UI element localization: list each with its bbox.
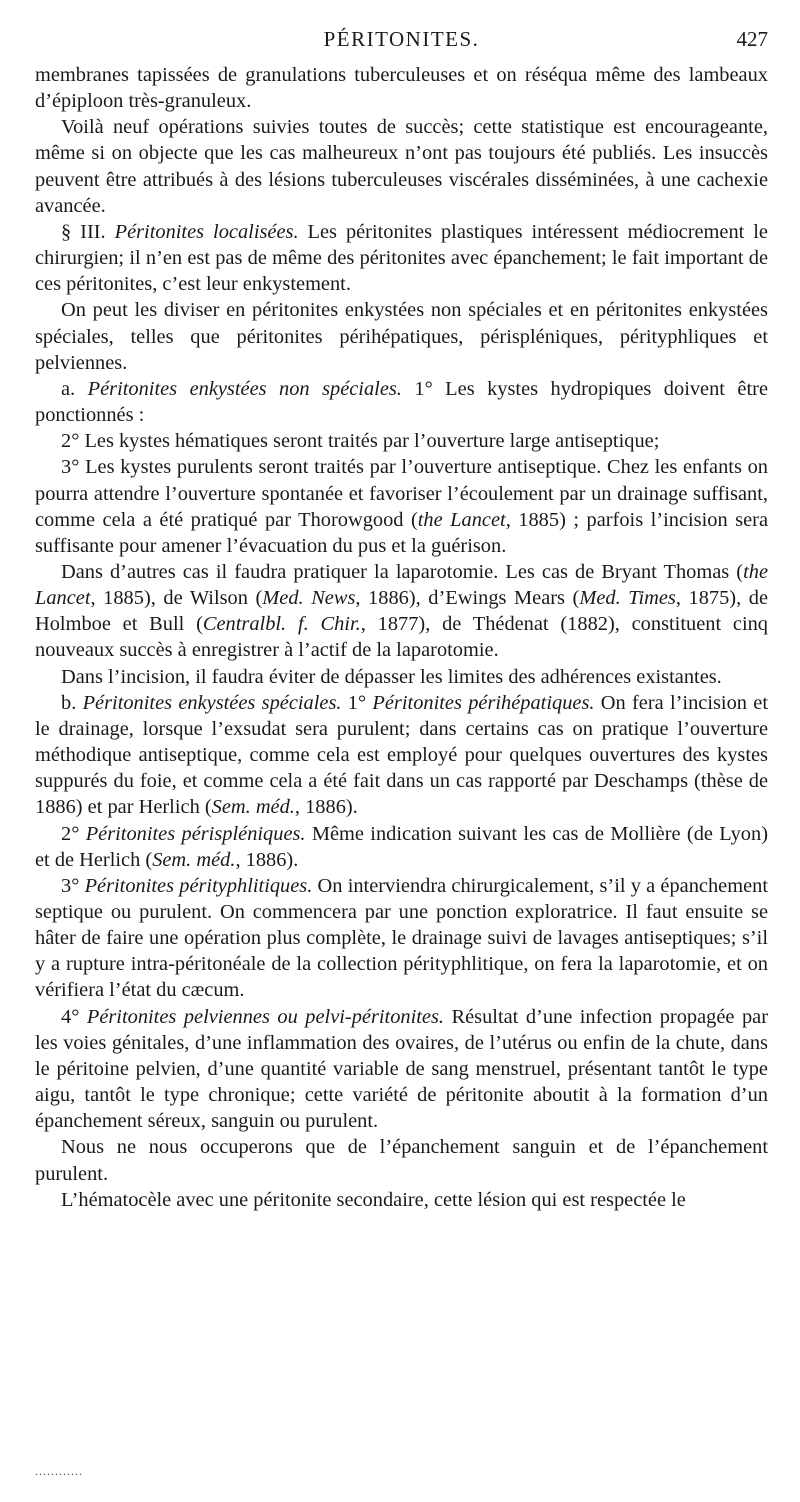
paragraph-text: , 1886). (294, 796, 358, 819)
paragraph-text: On interviendra chirurgicalement, s’il y a épanchement septique ou purulent. On commencera par une ponction exploratrice. Il faut ensuite se hâter de faire une opération plus complète, le drainage suivi de lavages antiseptiques; s’il y a rupture intra-péritonéale de la collection pérityphlitique, on fera la laparotomie, et on vérifiera l’état du cæcum. (35, 874, 768, 1002)
paragraph (35, 873, 768, 1004)
paragraph-text: , 1886). (235, 848, 299, 871)
paragraph (35, 62, 768, 114)
paragraph-text: On peut les diviser en péritonites enkystées non spéciales et en péritonites enkystées spéciales, telles que péritonites périhépatiques, périspléniques, pérityphliques et pelviennes. (35, 299, 768, 374)
italic-text: Sem. méd. (211, 796, 295, 819)
page-header (35, 27, 768, 61)
paragraph-text: Résultat d’une infection propagée par les voies génitales, d’une inflammation des ovaires, de l’utérus ou enfin de la chute, dans le péritoine pelvien, d’une quantité variable de sang menstruel, présentant tantôt le type aigu, tantôt le type chronique; cette variété de péritonite aboutit à la formation d’un épanchement séreux, sanguin ou purulent. (35, 1005, 768, 1133)
paragraph-text: Dans l’incision, il faudra éviter de dépasser les limites des adhérences existantes. (61, 665, 722, 688)
italic-text: Péritonites pérityphlitiques. (84, 874, 313, 897)
running-title: PÉRITONITES. (323, 27, 480, 51)
italic-text: the Lancet (417, 508, 506, 531)
italic-text: Med. Times (579, 587, 676, 610)
body-text (35, 62, 768, 1213)
italic-text: Péritonites enkystées non spéciales. (87, 377, 402, 400)
paragraph (35, 297, 768, 375)
paragraph-text: 1° (341, 691, 373, 714)
paragraph-text: Les péritonites plastiques intéressent médiocrement le chirurgien; il n’en est pas de même des péritonites avec épanchement; le fait important de ces péritonites, c’est leur enkystement. (35, 220, 768, 296)
italic-text: Med. News (262, 587, 356, 610)
paragraph (35, 690, 768, 821)
paragraph (35, 1004, 768, 1135)
paragraph-text: 2° (61, 822, 86, 845)
footer-rule: ............ (35, 1464, 83, 1478)
italic-text: Péritonites pelviennes ou pelvi-péritonites. (86, 1005, 445, 1028)
paragraph-text: , 1885), de Wilson ( (90, 587, 263, 610)
paragraph-text: 2° Les kystes hématiques seront traités par l’ouverture large antiseptique; (61, 430, 660, 453)
paragraph (35, 1134, 768, 1186)
paragraph-text: Dans d’autres cas il faudra pratiquer la laparotomie. Les cas de Bryant Thomas ( (61, 560, 744, 583)
paragraph-text: 3° Les kystes purulents seront traités par l’ouverture antiseptique. Chez les enfants on pourra attendre l’ouverture spontanée et favoriser l’écoulement par un drainage suffisant, comme cela a été pratiqué par Thorowgood ( (35, 456, 768, 531)
paragraph (35, 664, 768, 690)
paragraph-text: 4° (61, 1005, 87, 1028)
paragraph-text: 3° (61, 874, 85, 897)
paragraph (35, 559, 768, 664)
paragraph (35, 821, 768, 873)
paragraph (35, 114, 768, 219)
paragraph-text: membranes tapissées de granulations tuberculeuses et on réséqua même des lambeaux d’épiploon très-granuleux. (35, 64, 768, 113)
italic-text: Péritonites enkystées spéciales. (82, 691, 342, 714)
paragraph-text: , 1885) ; parfois l’incision sera suffisante pour amener l’évacuation du pus et la guérison. (35, 508, 768, 557)
paragraph-text: Voilà neuf opérations suivies toutes de succès; cette statistique est encourageante, même si on objecte que les cas malheureux n’ont pas toujours été publiés. Les insuccès peuvent être attribués à des lésions tuberculeuses viscérales disséminées, à une cachexie avancée. (35, 116, 768, 217)
page-number: 427 (736, 27, 768, 51)
italic-text: Centralbl. f. Chir. (202, 613, 361, 636)
paragraph (35, 454, 768, 559)
paragraph (35, 219, 768, 297)
paragraph (35, 1187, 768, 1213)
italic-text: the Lancet (35, 560, 768, 610)
paragraph-text: Même indication suivant les cas de Mollière (de Lyon) et de Herlich ( (35, 822, 768, 871)
paragraph-text: 1° Les kystes hydropiques doivent être ponctionnés : (35, 377, 768, 427)
paragraph-text: , 1875), de Holmboe et Bull ( (35, 587, 768, 636)
paragraph-text: a. (61, 377, 88, 400)
paragraph-text: L’hématocèle avec une péritonite secondaire, cette lésion qui est respectée le (61, 1188, 686, 1211)
paragraph-text: § III. (61, 220, 115, 243)
italic-text: Péritonites périhépatiques. (372, 691, 595, 714)
paragraph-text: , 1877), de Thédenat (1882), constituent cinq nouveaux succès à enregistrer à l’actif de la laparotomie. (35, 613, 768, 662)
italic-text: Sem. méd. (152, 848, 236, 871)
paragraph (35, 376, 768, 428)
italic-text: Péritonites localisées. (114, 220, 299, 243)
paragraph-text: On fera l’incision et le drainage, lorsque l’exsudat sera purulent; dans certains cas on pratique l’ouverture méthodique antiseptique, comme cela est employé pour quelques ouvertures des kystes suppurés du foie, et comme cela a été fait dans un cas rapporté par Deschamps (thèse de 1886) et par Herlich ( (35, 691, 768, 819)
paragraph-text: , 1886), d’Ewings Mears ( (355, 587, 580, 610)
paragraph-text: b. (61, 691, 83, 714)
italic-text: Péritonites périspléniques. (85, 822, 306, 845)
paragraph (35, 428, 768, 454)
paragraph-text: Nous ne nous occuperons que de l’épanchement sanguin et de l’épanchement purulent. (35, 1136, 768, 1185)
